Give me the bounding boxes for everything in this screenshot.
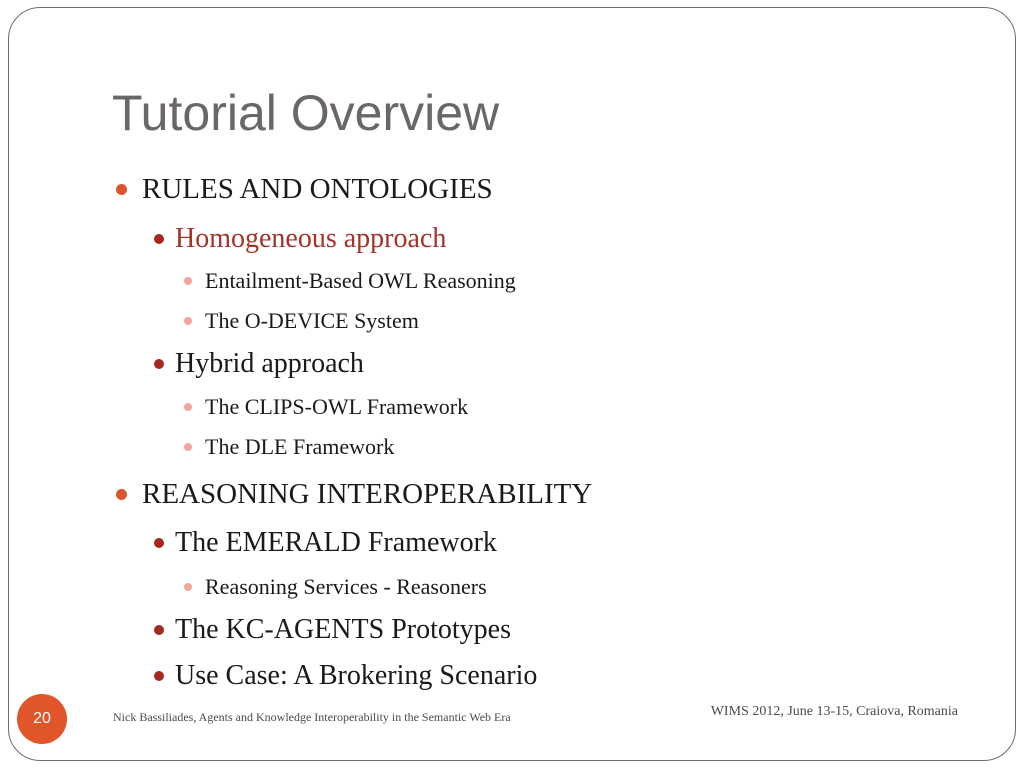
slide-number: 20 (33, 710, 51, 727)
outline-item-kc-agents-prototypes: The KC-AGENTS Prototypes (175, 614, 511, 645)
outline-item-o-device-system: The O-DEVICE System (205, 308, 419, 333)
footer-event-info: WIMS 2012, June 13-15, Craiova, Romania (710, 704, 958, 719)
outline-item-entailment-owl-reasoning: Entailment-Based OWL Reasoning (205, 268, 516, 293)
outline-item-reasoning-services: Reasoning Services - Reasoners (205, 574, 487, 599)
outline-item-clips-owl-framework: The CLIPS-OWL Framework (205, 394, 469, 419)
slide-number-badge (17, 694, 67, 744)
outline-item-hybrid-approach: Hybrid approach (175, 348, 364, 379)
footer-author-title: Nick Bassiliades, Agents and Knowledge Interoperability in the Semantic Web Era (113, 710, 511, 724)
outline-item-emerald-framework: The EMERALD Framework (175, 527, 497, 558)
outline-item-reasoning-interoperability: REASONING INTEROPERABILITY (142, 478, 593, 510)
outline-item-homogeneous-approach: Homogeneous approach (175, 223, 447, 254)
outline-item-dle-framework: The DLE Framework (205, 434, 395, 459)
outline-item-brokering-scenario: Use Case: A Brokering Scenario (175, 660, 538, 691)
outline-item-rules-and-ontologies: RULES AND ONTOLOGIES (142, 173, 493, 205)
slide-title: Tutorial Overview (112, 85, 500, 141)
